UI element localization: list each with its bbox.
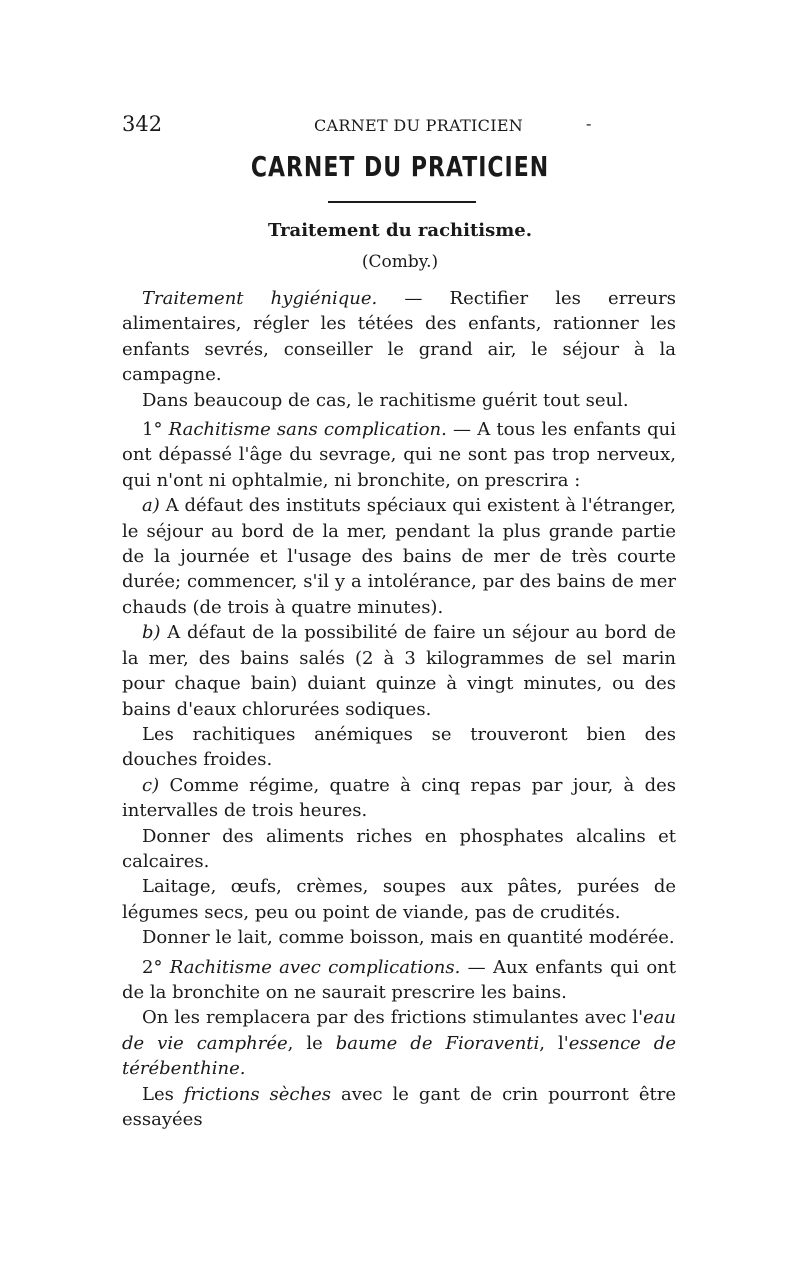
- section-title: CARNET DU PRATICIEN: [250, 152, 550, 184]
- remedy-term: frictions sèches: [183, 1083, 331, 1105]
- running-header: [122, 112, 678, 142]
- paragraph-number: 2°: [142, 956, 170, 978]
- paragraph-text: , l': [539, 1032, 569, 1054]
- paragraph: [122, 874, 676, 925]
- page-number: 342: [122, 112, 163, 136]
- paragraph-text: A défaut des instituts spéciaux qui existent à l'étranger, le séjour au bord de la mer, pendant la plus grande partie de la journée et l'usage des bains de mer de très courte durée; commencer, s'il y a intolérance, par des bains de mer chauds (de trois à quatre minutes).: [122, 495, 676, 618]
- header-mark: -: [586, 114, 592, 133]
- paragraph-item-b: [122, 620, 676, 722]
- remedy-term: baume de Fioraventi: [335, 1032, 540, 1054]
- item-label: c): [142, 774, 160, 796]
- article-body: [122, 286, 676, 1132]
- paragraph-label: Rachitisme sans complication.: [168, 419, 447, 441]
- paragraph-frictions: [122, 1005, 676, 1081]
- running-title: CARNET DU PRATICIEN: [314, 116, 524, 135]
- paragraph-text: Dans beaucoup de cas, le rachitisme guérit tout seul.: [142, 389, 629, 411]
- article-title: Traitement du rachitisme.: [267, 220, 533, 241]
- paragraph-uncomplicated: [122, 417, 676, 493]
- paragraph-item-a: [122, 493, 676, 620]
- paragraph-text: A défaut de la possibilité de faire un séjour au bord de la mer, des bains salés (2 à 3 kilogrammes de sel marin pour chaque bain) duiant quinze à vingt minutes, ou des bains d'eaux chlorurées sodiques.: [122, 622, 676, 720]
- paragraph-text: , le: [287, 1032, 336, 1054]
- paragraph-text: On les remplacera par des frictions stimulantes avec l': [142, 1007, 644, 1029]
- paragraph-text: Donner le lait, comme boisson, mais en quantité modérée.: [142, 927, 675, 949]
- paragraph: [122, 925, 676, 950]
- paragraph-text: Les rachitiques anémiques se trouveront bien des douches froides.: [122, 723, 676, 771]
- paragraph-item-c: [122, 773, 676, 824]
- paragraph-text: — A tous les enfants qui ont dépassé l'âge du sevrage, qui ne sont pas trop nerveux, qui n'ont ni ophtalmie, ni bronchite, on prescrira :: [122, 419, 677, 491]
- paragraph-label: Rachitisme avec complications.: [169, 956, 461, 978]
- paragraph-dry-frictions: [122, 1082, 676, 1133]
- author-credit: (Comby.): [361, 252, 439, 272]
- paragraph-hygiene: [122, 286, 676, 388]
- paragraph-text: — Aux enfants qui ont de la bronchite on ne saurait prescrire les bains.: [122, 956, 676, 1003]
- paragraph: [122, 388, 676, 413]
- item-label: b): [142, 622, 161, 644]
- paragraph-text: avec le gant de crin pourront être essayées: [122, 1083, 677, 1130]
- paragraph: [122, 824, 676, 875]
- paragraph: [122, 722, 676, 773]
- paragraph-text: Les: [142, 1083, 184, 1105]
- item-label: a): [142, 495, 160, 517]
- paragraph-text: — Rectifier les erreurs alimentaires, régler les tétées des enfants, rationner les enfants sevrés, conseiller le grand air, le séjour à la campagne.: [122, 288, 676, 386]
- remedy-term: eau de vie camphrée: [122, 1007, 676, 1054]
- paragraph-label: Traitement hygiénique.: [142, 288, 378, 309]
- paragraph-text: Laitage, œufs, crèmes, soupes aux pâtes, purées de légumes secs, peu ou point de viande, pas de crudités.: [122, 876, 676, 923]
- remedy-term: essence de térébenthine.: [122, 1032, 676, 1080]
- paragraph-complicated: [122, 955, 676, 1006]
- paragraph-text: Donner des aliments riches en phosphates alcalins et calcaires.: [122, 825, 676, 872]
- paragraph-number: 1°: [142, 419, 169, 441]
- title-rule: [328, 201, 476, 203]
- paragraph-text: Comme régime, quatre à cinq repas par jour, à des intervalles de trois heures.: [122, 774, 676, 822]
